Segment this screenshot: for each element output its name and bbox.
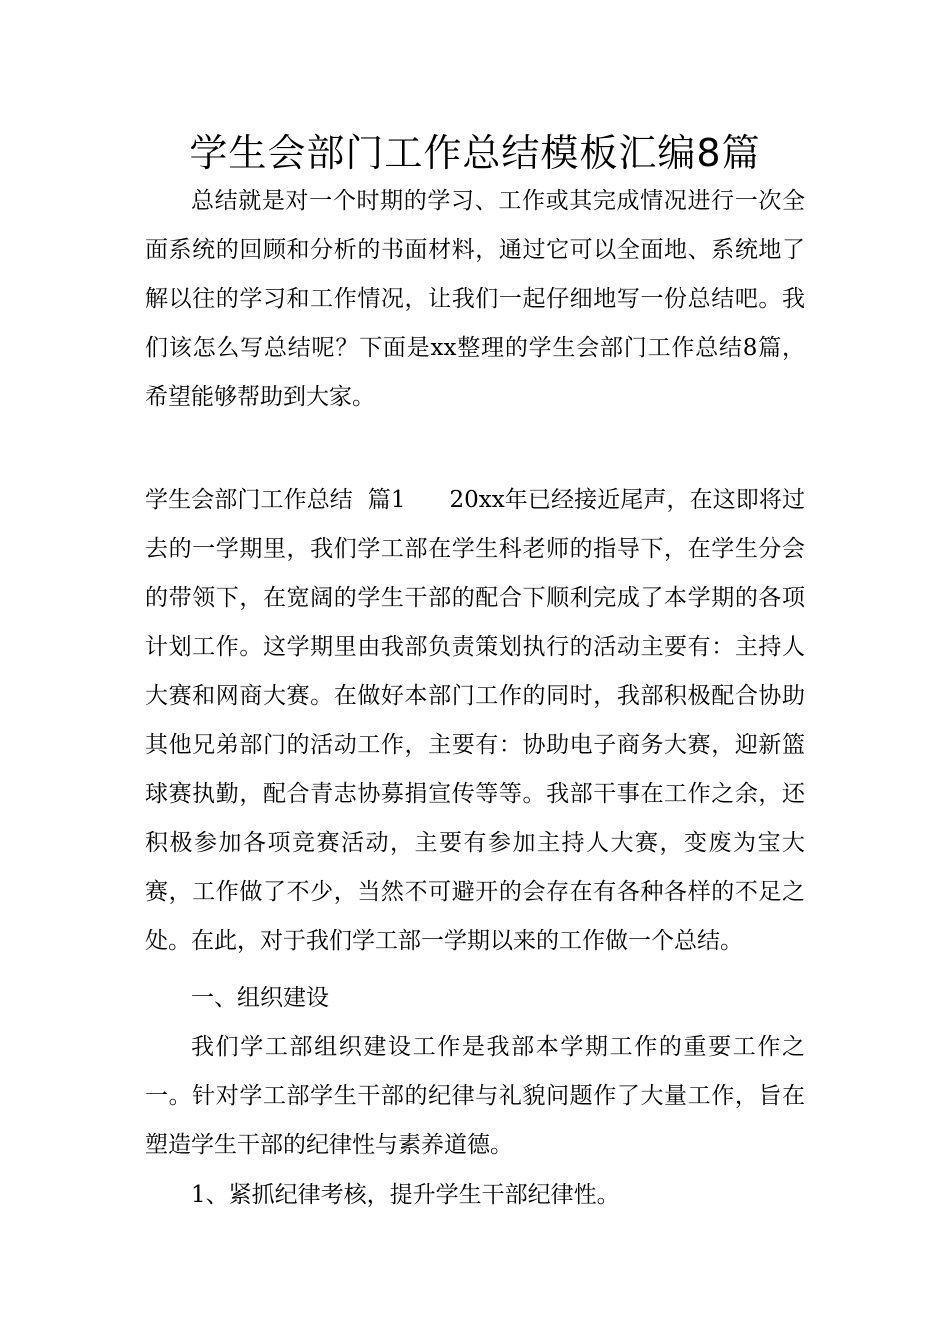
document-title: 学生会部门工作总结模板汇编8篇 — [189, 131, 761, 175]
organization-paragraph: 我们学工部组织建设工作是我部本学期工作的重要工作之一。针对学工部学生干部的纪律与礼貌问题作了大量工作，旨在塑造学生干部的纪律性与素养道德。 — [145, 1034, 805, 1158]
section-1-paragraph — [145, 476, 805, 966]
intro-paragraph: 总结就是对一个时期的学习、工作或其完成情况进行一次全面系统的回顾和分析的书面材料，通过它可以全面地、系统地了解以往的学习和工作情况，让我们一起仔细地写一份总结吧。我们该怎么写总结呢？下面是xx整理的学生会部门工作总结8篇，希望能够帮助到大家。 — [145, 188, 805, 410]
heading-organization: 一、组织建设 — [191, 985, 329, 1011]
section-1-body: 20xx年已经接近尾声，在这即将过去的一学期里，我们学工部在学生科老师的指导下，在学生分会的带领下，在宽阔的学生干部的配合下顺利完成了本学期的各项计划工作。这学期里由我部负责策划执行的活动主要有：主持人大赛和网商大赛。在做好本部门工作的同时，我部积极配合协助其他兄弟部门的活动工作，主要有：协助电子商务大赛，迎新篮球赛执勤，配合青志协募捐宣传等等。我部干事在工作之余，还积极参加各项竞赛活动，主要有参加主持人大赛，变废为宝大赛，工作做了不少，当然不可避开的会存在有各种各样的不足之处。在此，对于我们学工部一学期以来的工作做一个总结。 — [145, 487, 805, 954]
section-1-title: 学生会部门工作总结 篇1 — [145, 487, 406, 513]
list-item-1: 1、紧抓纪律考核，提升学生干部纪律性。 — [191, 1182, 620, 1208]
